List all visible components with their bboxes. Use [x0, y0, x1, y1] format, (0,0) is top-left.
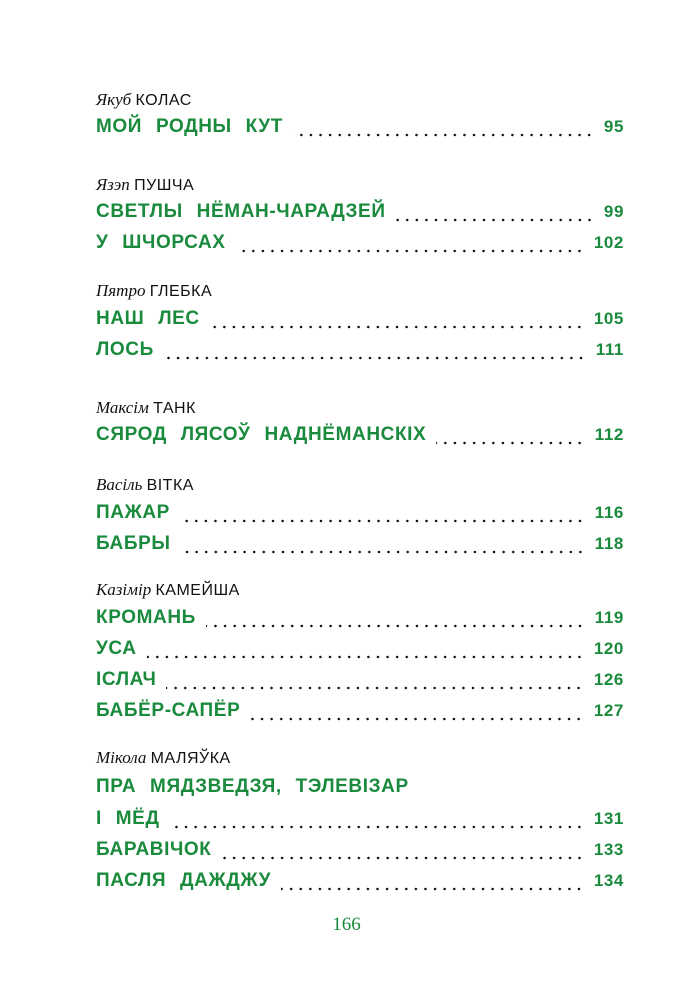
author-name [96, 175, 194, 195]
toc-entry[interactable] [96, 232, 624, 260]
author-first-name: Мікола [96, 748, 147, 767]
dot-leader [236, 249, 584, 253]
toc-entry-title: І МЁД [96, 808, 160, 829]
toc-entry-title: НАШ ЛЕС [96, 308, 200, 329]
toc-entry-page: 112 [594, 425, 624, 444]
toc-entry-page: 118 [594, 534, 624, 553]
toc-entry-page: 131 [593, 809, 624, 828]
toc-entry-title: ПАСЛЯ ДАЖДЖУ [96, 870, 272, 891]
toc-entry[interactable] [96, 502, 624, 530]
toc-entry[interactable] [96, 870, 624, 898]
author-last-name: ГЛЕБКА [149, 283, 213, 300]
author-last-name: ПУШЧА [134, 177, 195, 194]
dot-leader [281, 887, 584, 891]
dot-leader [181, 550, 585, 554]
toc-entry-title: ПАЖАР [96, 502, 170, 523]
toc-entry-page: 120 [593, 639, 624, 658]
page-number: 166 [332, 914, 361, 935]
toc-entry[interactable] [96, 607, 624, 635]
toc-entry-page: 133 [593, 840, 624, 859]
toc-entry-page: 111 [595, 340, 624, 359]
author-first-name: Казімір [96, 580, 152, 599]
dot-leader [210, 325, 584, 329]
author-name [96, 90, 192, 110]
toc-entry-title: ІСЛАЧ [96, 669, 157, 690]
dot-leader [164, 356, 586, 360]
author-last-name: ВІТКА [146, 477, 194, 494]
toc-entry-title: БАРАВІЧОК [96, 839, 212, 860]
toc-entry-page: 102 [593, 233, 624, 252]
dot-leader [222, 856, 584, 860]
toc-entry-title: ЛОСЬ [96, 339, 154, 360]
toc-entry[interactable] [96, 808, 624, 836]
author-first-name: Пятро [96, 281, 146, 300]
dot-leader [166, 686, 583, 690]
toc-entry[interactable] [96, 533, 624, 561]
dot-leader [436, 441, 584, 445]
toc-entry-title-line1[interactable]: ПРА МЯДЗВЕДЗЯ, ТЭЛЕВІЗАР [96, 776, 409, 797]
toc-entry[interactable] [96, 669, 624, 697]
toc-entry[interactable] [96, 839, 624, 867]
toc-entry-title: СЯРОД ЛЯСОЎ НАДНЁМАНСКІХ [96, 424, 427, 445]
toc-entry-page: 116 [594, 503, 624, 522]
toc-entry-title: У ШЧОРСАХ [96, 232, 226, 253]
toc-entry[interactable] [96, 201, 624, 229]
author-first-name: Язэп [96, 175, 130, 194]
author-last-name: КОЛАС [135, 92, 192, 109]
toc-entry-page: 105 [593, 309, 624, 328]
dot-leader [293, 133, 594, 137]
toc-entry-title: УСА [96, 638, 137, 659]
author-first-name: Максім [96, 398, 149, 417]
toc-entry-page: 127 [593, 701, 624, 720]
author-name [96, 748, 231, 768]
toc-entry[interactable] [96, 308, 624, 336]
toc-entry[interactable] [96, 116, 624, 144]
toc-entry-title: СВЕТЛЫ НЁМАН-ЧАРАДЗЕЙ [96, 201, 386, 222]
dot-leader [396, 218, 594, 222]
toc-entry[interactable] [96, 638, 624, 666]
author-name [96, 398, 196, 418]
dot-leader [147, 655, 584, 659]
author-first-name: Васіль [96, 475, 143, 494]
toc-entry-title: БАБРЫ [96, 533, 171, 554]
dot-leader [180, 519, 585, 523]
author-name [96, 580, 240, 600]
toc-entry-page: 134 [593, 871, 624, 890]
dot-leader [170, 825, 584, 829]
author-name [96, 281, 212, 301]
author-last-name: ТАНК [153, 400, 196, 417]
dot-leader [206, 624, 585, 628]
author-last-name: МАЛЯЎКА [150, 750, 231, 767]
toc-entry-page: 119 [594, 608, 624, 627]
toc-entry-page: 99 [603, 202, 624, 221]
toc-entry-page: 95 [603, 117, 624, 136]
toc-entry-page: 126 [593, 670, 624, 689]
toc-entry[interactable] [96, 700, 624, 728]
dot-leader [250, 717, 583, 721]
toc-entry-title: БАБЁР-САПЁР [96, 700, 241, 721]
toc-entry[interactable] [96, 424, 624, 452]
author-name [96, 475, 194, 495]
toc-entry-title: КРОМАНЬ [96, 607, 196, 628]
toc-entry-title: МОЙ РОДНЫ КУТ [96, 116, 283, 137]
author-last-name: КАМЕЙША [155, 582, 240, 599]
author-first-name: Якуб [96, 90, 132, 109]
toc-entry[interactable] [96, 339, 624, 367]
